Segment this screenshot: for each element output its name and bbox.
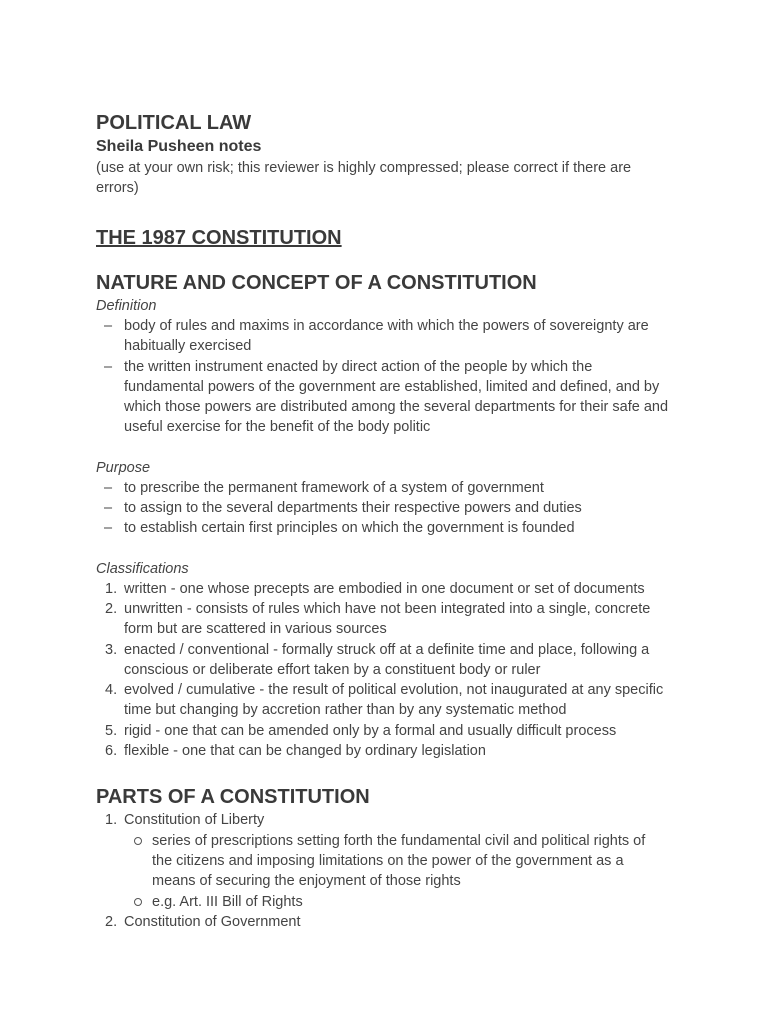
classifications-label: Classifications bbox=[96, 560, 189, 577]
disclaimer-note: (use at your own risk; this reviewer is highly compressed; please correct if there are errors) bbox=[96, 160, 632, 196]
sub-list-item bbox=[96, 831, 668, 892]
list-item bbox=[96, 741, 676, 761]
circle-bullet-icon bbox=[134, 837, 142, 845]
nature-heading: NATURE AND CONCEPT OF A CONSTITUTION bbox=[96, 272, 537, 294]
liberty-sublist bbox=[96, 831, 696, 912]
circle-bullet-icon bbox=[134, 898, 142, 906]
list-item-text: body of rules and maxims in accordance with which the powers of sovereignty are habitually exercised bbox=[124, 318, 649, 355]
dash-bullet: – bbox=[104, 318, 113, 334]
document-title: POLITICAL LAW bbox=[96, 112, 252, 134]
list-number: 3. bbox=[105, 641, 118, 658]
list-item bbox=[96, 810, 676, 830]
list-item-text: enacted / conventional - formally struck off at a definite time and place, following a conscious or deliberate effort taken by a constituent body or ruler bbox=[124, 641, 650, 678]
list-item-text: to establish certain first principles on which the government is founded bbox=[124, 520, 575, 537]
classifications-list bbox=[96, 579, 696, 762]
list-item-text: to assign to the several departments their respective powers and duties bbox=[124, 500, 582, 517]
dash-bullet: – bbox=[104, 500, 113, 517]
list-number: 1. bbox=[105, 812, 118, 829]
list-number: 6. bbox=[105, 743, 118, 760]
purpose-list bbox=[96, 478, 696, 539]
list-item-text: written - one whose precepts are embodied in one document or set of documents bbox=[124, 580, 645, 597]
list-number: 4. bbox=[105, 682, 118, 699]
dash-bullet: – bbox=[104, 520, 113, 537]
list-number: 1. bbox=[105, 580, 118, 597]
list-item bbox=[96, 316, 676, 357]
list-number: 5. bbox=[105, 722, 118, 739]
list-item bbox=[96, 640, 676, 681]
list-item-text: the written instrument enacted by direct action of the people by which the fundamental powers of the government are established, limited and defined, and by which those powers are distributed among the several departments for their safe and useful exercise for the benefit of the body politic bbox=[124, 358, 669, 436]
list-item bbox=[96, 518, 676, 538]
parts-list-continued bbox=[96, 912, 696, 932]
sub-list-item-text: series of prescriptions setting forth the fundamental civil and political rights of the citizens and imposing limitations on the power of the government as a means of securing the enjoyment of those rights bbox=[152, 832, 646, 890]
list-item-text: Constitution of Government bbox=[124, 913, 301, 930]
list-item-text: flexible - one that can be changed by ordinary legislation bbox=[124, 743, 486, 760]
list-item bbox=[96, 680, 676, 721]
list-item bbox=[96, 357, 676, 438]
document-page bbox=[96, 110, 696, 932]
parts-list bbox=[96, 810, 696, 830]
list-item-text: evolved / cumulative - the result of political evolution, not inaugurated at any specific time but changing by accretion rather than by any systematic method bbox=[124, 682, 664, 719]
dash-bullet: – bbox=[104, 479, 113, 496]
list-item bbox=[96, 579, 676, 599]
list-item-text: to prescribe the permanent framework of a system of government bbox=[124, 479, 544, 496]
parts-heading: PARTS OF A CONSTITUTION bbox=[96, 786, 370, 809]
definition-label: Definition bbox=[96, 298, 157, 314]
sub-list-item bbox=[96, 892, 668, 912]
list-item-text: rigid - one that can be amended only by a formal and usually difficult process bbox=[124, 722, 617, 739]
list-item bbox=[96, 599, 676, 640]
list-item-text: Constitution of Liberty bbox=[124, 812, 265, 829]
list-item bbox=[96, 912, 676, 932]
constitution-heading: THE 1987 CONSTITUTION bbox=[96, 227, 342, 249]
sub-list-item-text: e.g. Art. III Bill of Rights bbox=[152, 893, 303, 910]
list-number: 2. bbox=[105, 913, 118, 930]
list-number: 2. bbox=[105, 600, 118, 617]
dash-bullet: – bbox=[104, 358, 113, 375]
list-item bbox=[96, 498, 676, 518]
list-item bbox=[96, 721, 676, 741]
document-subtitle: Sheila Pusheen notes bbox=[96, 138, 262, 155]
definition-list bbox=[96, 316, 696, 438]
purpose-label: Purpose bbox=[96, 459, 151, 476]
list-item-text: unwritten - consists of rules which have not been integrated into a single, concrete form but are scattered in various sources bbox=[124, 600, 651, 638]
list-item bbox=[96, 478, 676, 498]
